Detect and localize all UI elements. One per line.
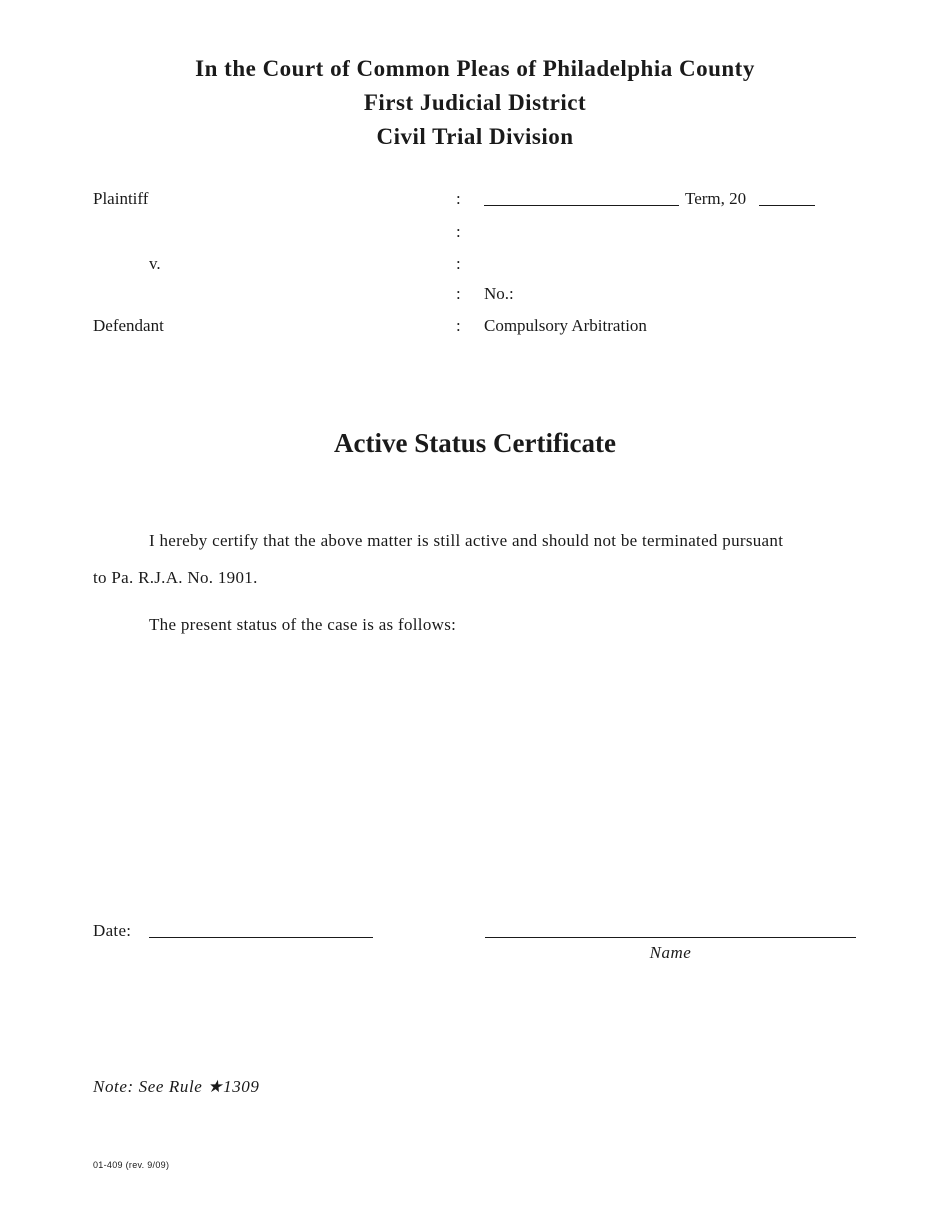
plaintiff-label: Plaintiff <box>93 189 149 208</box>
name-caption: Name <box>649 943 692 962</box>
judicial-district: First Judicial District <box>363 90 587 115</box>
certification-text-line2: to Pa. R.J.A. No. 1901. <box>93 568 258 587</box>
caption-separator: : <box>456 284 461 303</box>
form-number: 01-409 (rev. 9/09) <box>93 1160 170 1170</box>
date-label: Date: <box>93 921 132 940</box>
term-year-blank[interactable] <box>759 205 815 206</box>
caption-separator: : <box>456 316 461 335</box>
case-number-label: No.: <box>484 284 514 303</box>
court-division: Civil Trial Division <box>376 124 574 149</box>
court-header <box>0 52 950 154</box>
caption-separator: : <box>456 254 461 273</box>
caption-separator: : <box>456 189 461 208</box>
document-title: Active Status Certificate <box>334 428 616 458</box>
versus-label: v. <box>149 254 161 273</box>
rule-note: Note: See Rule ★1309 <box>93 1077 260 1096</box>
defendant-label: Defendant <box>93 316 164 335</box>
program-label: Compulsory Arbitration <box>484 316 647 335</box>
date-signature-line[interactable] <box>149 937 373 938</box>
term-label: Term, 20 <box>685 189 747 208</box>
term-month-blank[interactable] <box>484 205 679 206</box>
case-status-intro: The present status of the case is as follows: <box>149 615 457 634</box>
name-signature-line[interactable] <box>485 937 856 938</box>
caption-separator: : <box>456 222 461 241</box>
court-name: In the Court of Common Pleas of Philadelphia County <box>195 56 755 81</box>
certification-text-line1: I hereby certify that the above matter is still active and should not be terminated pursuant <box>149 531 784 550</box>
